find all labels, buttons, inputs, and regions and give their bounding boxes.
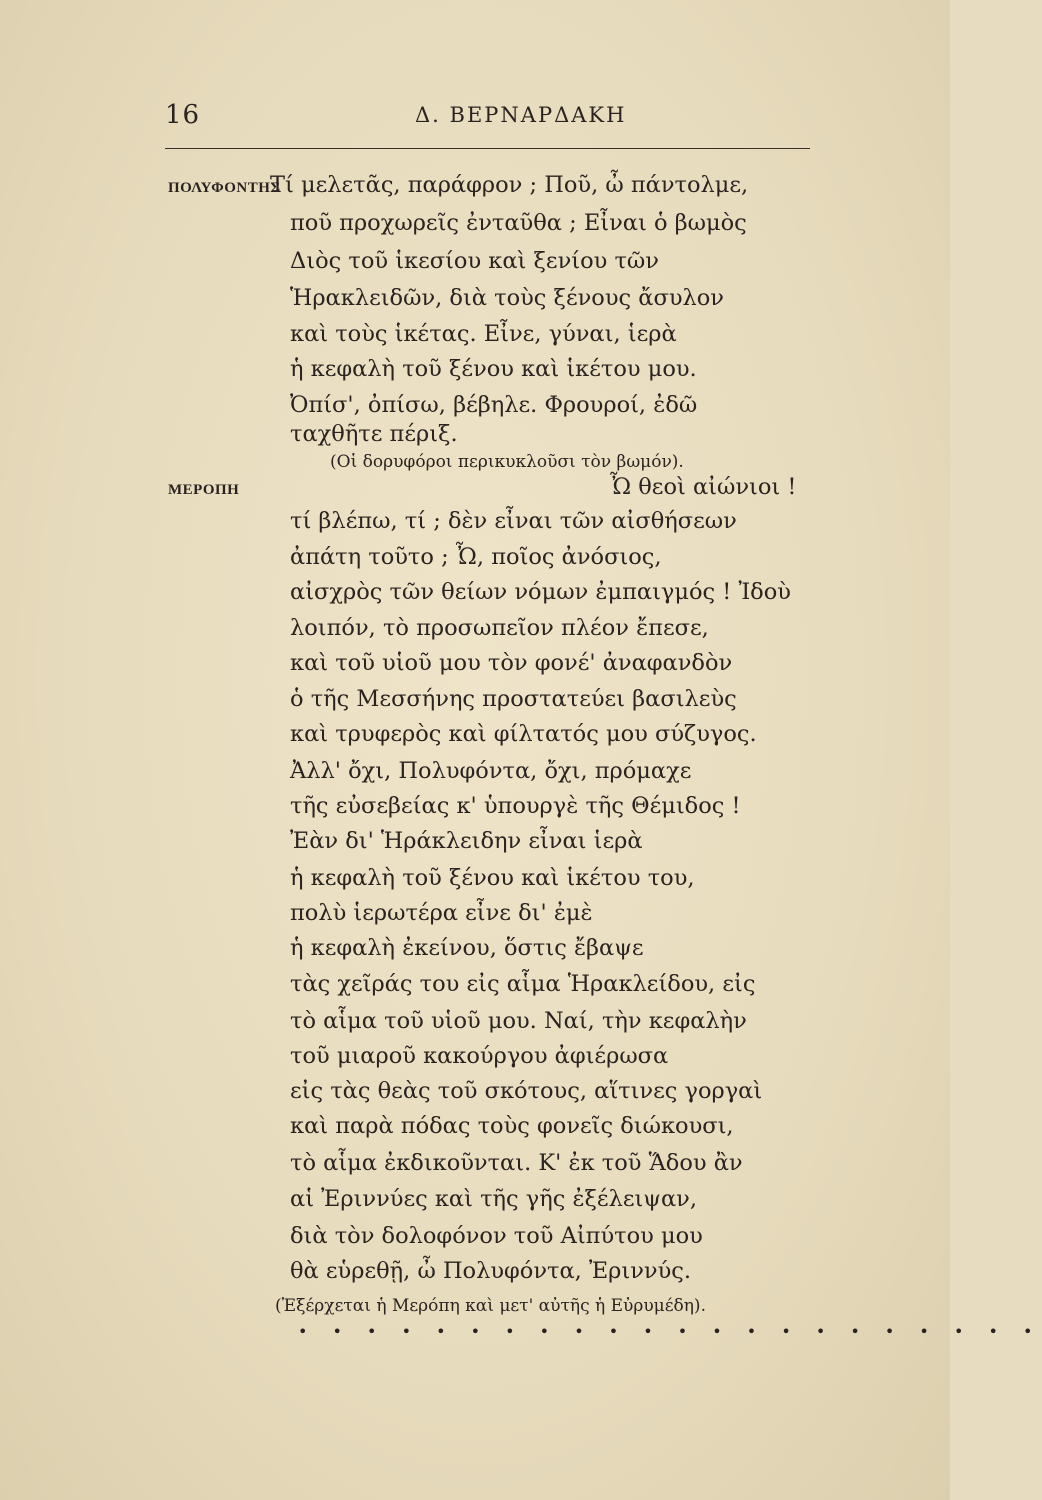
verse-line: ἡ κεφαλὴ τοῦ ξένου καὶ ἱκέτου μου. [290,356,697,382]
verse-line: λοιπόν, τὸ προσωπεῖον πλέον ἔπεσε, [290,615,709,641]
verse-line: ταχθῆτε πέριξ. [290,421,458,447]
verse-line: θὰ εὑρεθῇ, ὦ Πολυφόντα, Ἐριννύς. [290,1258,692,1284]
verse-line: ἀπάτη τοῦτο ; Ὦ, ποῖος ἀνόσιος, [290,544,662,570]
verse-line: τὸ αἷμα ἐκδικοῦνται. Κ' ἐκ τοῦ Ἅδου ἂν [290,1150,743,1176]
verse-line: τὸ αἷμα τοῦ υἱοῦ μου. Ναί, τὴν κεφαλὴν [290,1008,747,1034]
page-header [0,100,950,140]
verse-line: καὶ τρυφερὸς καὶ φίλτατός μου σύζυγος. [290,721,757,747]
dotted-separator: • • • • • • • • • • • • • • • • • • • • • • [298,1322,1042,1341]
speaker-merope: ΜΕΡΟΠΗ [168,482,240,498]
verse-line: ὁ τῆς Μεσσήνης προστατεύει βασιλεὺς [290,686,737,712]
verse-line: τοῦ μιαροῦ κακούργου ἀφιέρωσα [290,1043,669,1069]
verse-line: αἰσχρὸς τῶν θείων νόμων ἐμπαιγμός ! Ἰδοὺ [290,579,791,605]
verse-line: τὰς χεῖράς του εἰς αἷμα Ἡρακλείδου, εἰς [290,971,756,997]
verse-line: Ὦ θεοὶ αἰώνιοι ! [610,474,797,500]
verse-line: καὶ τοῦ υἱοῦ μου τὸν φονέ' ἀναφανδὸν [290,650,733,676]
verse-line: αἱ Ἐριννύες καὶ τῆς γῆς ἐξέλειψαν, [290,1186,697,1212]
verse-line: Ἐὰν δι' Ἡράκλειδην εἶναι ἱερὰ [290,828,643,854]
verse-line: Τί μελετᾶς, παράφρον ; Ποῦ, ὦ πάντολμε, [270,172,749,198]
verse-line: καὶ τοὺς ἱκέτας. Εἶνε, γύναι, ἱερὰ [290,321,677,347]
header-rule [165,148,810,149]
verse-line: Ὀπίσ', ὀπίσω, βέβηλε. Φρουροί, ἐδῶ [290,392,698,418]
speaker-polyphontes: ΠΟΛΥΦΟΝΤΗΣ [168,180,281,196]
verse-line: εἰς τὰς θεὰς τοῦ σκότους, αἵτινες γοργαὶ [290,1078,763,1104]
verse-line: καὶ παρὰ πόδας τοὺς φονεῖς διώκουσι, [290,1113,734,1139]
verse-line: Ἡρακλειδῶν, διὰ τοὺς ξένους ἄσυλον [290,285,724,311]
verse-line: διὰ τὸν δολοφόνον τοῦ Αἰπύτου μου [290,1223,703,1249]
page-number: 16 [165,100,201,130]
verse-line: τί βλέπω, τί ; δὲν εἶναι τῶν αἰσθήσεων [290,508,737,534]
verse-line: πολὺ ἱερωτέρα εἶνε δι' ἐμὲ [290,900,593,926]
stage-direction: (Οἱ δορυφόροι περικυκλοῦσι τὸν βωμόν). [330,452,684,472]
stage-direction: (Ἐξέρχεται ἡ Μερόπη καὶ μετ' αὐτῆς ἡ Εὐρυμέδη). [275,1296,706,1316]
verse-line: Ἀλλ' ὄχι, Πολυφόντα, ὄχι, πρόμαχε [290,758,692,784]
verse-line: ποῦ προχωρεῖς ἐνταῦθα ; Εἶναι ὁ βωμὸς [290,210,747,236]
verse-line: ἡ κεφαλὴ τοῦ ξένου καὶ ἱκέτου του, [290,865,695,891]
verse-line: τῆς εὐσεβείας κ' ὑπουργὲ τῆς Θέμιδος ! [290,793,741,819]
verse-line: Διὸς τοῦ ἱκεσίου καὶ ξενίου τῶν [290,248,659,274]
running-head: Δ. ΒΕΡΝΑΡΔΑΚΗ [415,103,627,127]
verse-line: ἡ κεφαλὴ ἐκείνου, ὅστις ἔβαψε [290,935,644,961]
